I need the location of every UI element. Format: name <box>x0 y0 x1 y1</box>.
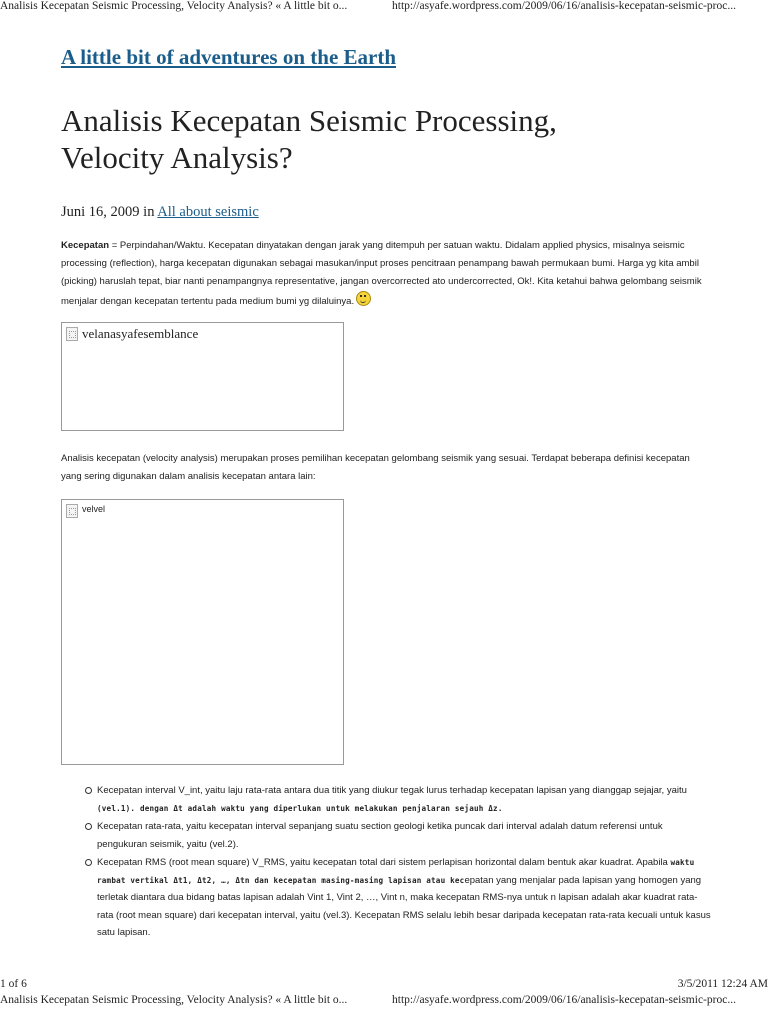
list-item-text-continued: epatan yang menjalar pada lapisan yang homogen yang terletak diantara dua bidang batas lapisan adalah Vint 1, Vint 2, …, Vint n, maka kecepatan RMS-nya untuk n lapisan adalah akar kuadrat rata-rata (root mean square) dari kecepatan interval, yaitu (vel.3). Kecepatan RMS selalu lebih besar daripada kecepatan rata-rata kecuali untuk kasus satu lapisan. <box>97 874 711 938</box>
list-item-equation-text: waktu rambat vertikal Δt1, Δt2, …, Δtn dan kecepatan masing-masing lapisan atau kec <box>97 858 695 885</box>
print-footer-url: http://asyafe.wordpress.com/2009/06/16/analisis-kecepatan-seismic-proc... <box>392 994 736 1006</box>
broken-image-icon <box>66 327 78 341</box>
intro-text: = Perpindahan/Waktu. Kecepatan dinyatakan dengan jarak yang ditempuh per satuan waktu. Didalam applied physics, misalnya seismic processing (reflection), harga kecepatan digunakan sebagai masukan/input proses pencitraan penampang bawah permukaan bumi. Harga yg kita ambil (picking) haruslah tepat, biar nanti penampangnya representative, jangan overcorrected ato undercorrected, Ok!. Kita ketahui bahwa gelombang seismik menjalar dengan kecepatan tertentu pada medium bumi yg dilaluinya. <box>61 240 702 307</box>
blog-title-link[interactable]: A little bit of adventures on the Earth <box>61 45 397 69</box>
smiley-icon <box>356 291 371 306</box>
intro-paragraph <box>61 237 711 311</box>
print-footer-source <box>0 994 768 1010</box>
image-placeholder-velvel <box>61 499 344 765</box>
print-footer <box>0 978 768 994</box>
velocity-definitions-list <box>61 782 711 943</box>
post-title-line2: Velocity Analysis? <box>61 140 293 175</box>
list-item <box>61 782 711 817</box>
image-alt-text: velvel <box>82 504 106 514</box>
page-number: 1 of 6 <box>0 978 27 990</box>
post-date: Juni 16, 2009 <box>61 204 140 220</box>
print-date: 3/5/2011 12:24 AM <box>677 978 768 990</box>
print-header-url: http://asyafe.wordpress.com/2009/06/16/analisis-kecepatan-seismic-proc... <box>392 0 736 12</box>
list-item-equation-text: (vel.1). dengan Δt adalah waktu yang diperlukan untuk melakukan penjalaran sejauh Δz. <box>97 803 503 813</box>
category-link[interactable]: All about seismic <box>157 204 259 220</box>
bullet-icon <box>85 787 92 794</box>
list-item <box>61 818 711 853</box>
post-title <box>61 102 701 176</box>
image-placeholder-semblance <box>61 322 344 431</box>
post-in-word: in <box>143 204 155 220</box>
intro-bold-term: Kecepatan <box>61 240 110 251</box>
analysis-paragraph: Analisis kecepatan (velocity analysis) merupakan proses pemilihan kecepatan gelombang seismik yang sesuai. Terdapat beberapa definisi kecepatan yang sering digunakan dalam analisis kecepatan antara lain: <box>61 453 690 482</box>
list-item-text: Kecepatan RMS (root mean square) V_RMS, yaitu kecepatan total dari sistem perlapisan horizontal dalam bentuk akar kuadrat. Apabila <box>97 857 668 868</box>
post-meta <box>61 204 259 221</box>
post-title-line1: Analisis Kecepatan Seismic Processing, <box>61 103 557 138</box>
bullet-icon <box>85 823 92 830</box>
broken-image-icon <box>66 504 78 518</box>
image-alt-text: velanasyafesemblance <box>82 326 199 341</box>
list-item-text: Kecepatan interval V_int, yaitu laju rata-rata antara dua titik yang diukur tegak lurus terhadap kecepatan lapisan yang dianggap sejajar, yaitu <box>97 785 687 796</box>
print-footer-title: Analisis Kecepatan Seismic Processing, Velocity Analysis? « A little bit o... <box>0 994 348 1006</box>
list-item <box>61 854 711 942</box>
list-item-text: Kecepatan rata-rata, yaitu kecepatan interval sepanjang suatu section geologi ketika puncak dari interval adalah datum referensi untuk pengukuran seismik, yaitu (vel.2). <box>97 821 663 850</box>
bullet-icon <box>85 859 92 866</box>
print-header-title: Analisis Kecepatan Seismic Processing, Velocity Analysis? « A little bit o... <box>0 0 348 12</box>
print-header <box>0 0 768 16</box>
